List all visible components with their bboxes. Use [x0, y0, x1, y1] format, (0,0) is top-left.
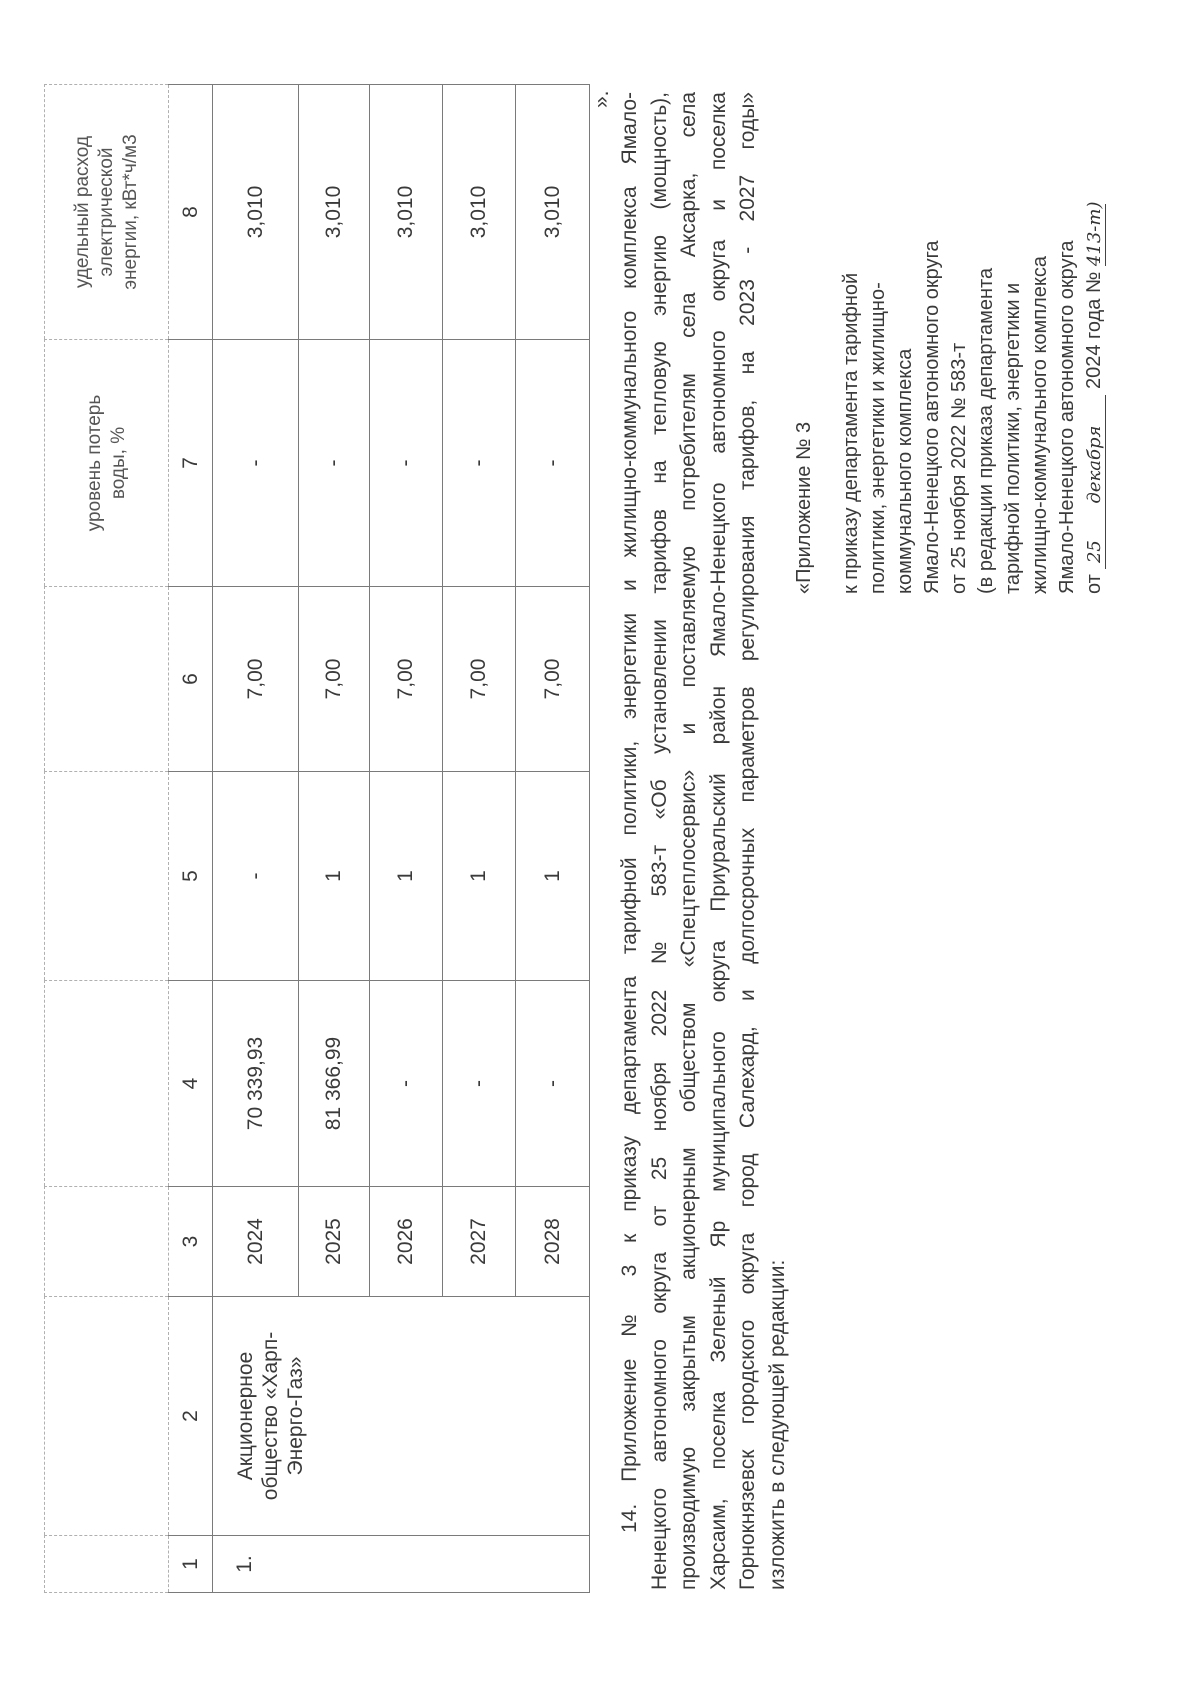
- value-cell: 7,00: [299, 587, 370, 772]
- annex-line: Ямало-Ненецкого автономного округа: [1056, 240, 1078, 594]
- annex-line: к приказу департамента тарифной: [840, 272, 862, 594]
- value-cell: -: [370, 340, 443, 587]
- annex-title: «Приложение № 3: [793, 421, 815, 594]
- table-row: [213, 85, 299, 1593]
- column-number: 6: [169, 587, 213, 772]
- year-cell: 2027: [443, 1187, 516, 1297]
- value-cell: 1: [370, 772, 443, 981]
- paragraph-line: 14. Приложение № 3 к приказу департамента тарифной политики, энергетики и жилищно-коммунального комплекса Ямало-: [618, 92, 641, 1533]
- header-cell: [45, 587, 169, 772]
- organization-cell: [213, 1297, 590, 1536]
- tariff-table: [44, 84, 590, 1593]
- value-cell: 70 339,93: [213, 981, 299, 1187]
- annex-line: от 25 ноября 2022 № 583-т: [948, 342, 970, 594]
- value-cell: 7,00: [443, 587, 516, 772]
- date-prefix: от: [1083, 574, 1105, 594]
- row-number-cell: [213, 1536, 590, 1593]
- annex-line: Ямало-Ненецкого автономного округа: [921, 240, 943, 594]
- paragraph-line: Горнокнязевск городского округа город Салехард, и долгосрочных параметров регулирования тарифов, на 2023 - 2027 годы»: [736, 92, 759, 1590]
- year-cell: 2026: [370, 1187, 443, 1297]
- header-cell: [45, 1187, 169, 1297]
- header-cell: [45, 1297, 169, 1536]
- header-cell: [45, 981, 169, 1187]
- value-cell: 1: [443, 772, 516, 981]
- column-number: 4: [169, 981, 213, 1187]
- column-number: 2: [169, 1297, 213, 1536]
- header-cell: [45, 772, 169, 981]
- paragraph-line: производимую закрытым акционерным обществом «Спецтеплосервис» и поставляемую потребителям села Аксарка, села: [677, 92, 700, 1590]
- annex-reference-block: [838, 201, 1108, 594]
- annex-date-line: [1081, 201, 1108, 594]
- column-number-row: [169, 85, 213, 1593]
- annex-line: политики, энергетики и жилищно-: [867, 282, 889, 594]
- organization-name: Акционерное общество «Харп-Энерго-Газ»: [234, 1331, 307, 1501]
- paragraph-line: Ненецкого автономного округа от 25 ноября 2022 № 583-т «Об установлении тарифов на тепловую энергию (мощность),: [647, 92, 671, 1590]
- table-header-row: [45, 85, 169, 1593]
- value-cell: 81 366,99: [299, 981, 370, 1187]
- value-cell: 3,010: [299, 85, 370, 340]
- year-cell: 2024: [213, 1187, 299, 1297]
- annex-line: жилищно-коммунального комплекса: [1029, 255, 1051, 594]
- paragraph-line: изложить в следующей редакции:: [765, 1259, 789, 1590]
- value-cell: 3,010: [516, 85, 590, 340]
- handwritten-day: 25: [1085, 535, 1106, 569]
- value-cell: 7,00: [213, 587, 299, 772]
- value-cell: -: [443, 981, 516, 1187]
- value-cell: -: [299, 340, 370, 587]
- year-cell: 2025: [299, 1187, 370, 1297]
- amendment-paragraph: [615, 92, 792, 1590]
- annex-line: тарифной политики, энергетики и: [1002, 282, 1024, 594]
- row-number: 1.: [233, 1555, 256, 1573]
- column-number: 5: [169, 772, 213, 981]
- column-number: 3: [169, 1187, 213, 1297]
- column-number: 7: [169, 340, 213, 587]
- column-number: 1: [169, 1536, 213, 1593]
- annex-line: (в редакции приказа департамента: [975, 267, 997, 594]
- header-water-loss: уровень потерь воды, %: [45, 340, 169, 587]
- value-cell: 3,010: [370, 85, 443, 340]
- value-cell: 1: [516, 772, 590, 981]
- annex-line: коммунального комплекса: [894, 348, 916, 594]
- value-cell: -: [443, 340, 516, 587]
- value-cell: 7,00: [516, 587, 590, 772]
- closing-quote: ».: [590, 90, 613, 108]
- value-cell: 3,010: [443, 85, 516, 340]
- value-cell: -: [370, 981, 443, 1187]
- value-cell: 1: [299, 772, 370, 981]
- column-number: 8: [169, 85, 213, 340]
- handwritten-month: декабря: [1085, 395, 1106, 535]
- value-cell: 3,010: [213, 85, 299, 340]
- paragraph-line: Харсаим, поселка Зеленый Яр муниципального округа Приуральский район Ямало-Ненецкого автономного округа и поселка: [706, 92, 730, 1590]
- header-cell: [45, 1536, 169, 1593]
- year-cell: 2028: [516, 1187, 590, 1297]
- header-electricity-rate: удельный расход электрической энергии, кВт*ч/м3: [45, 85, 169, 340]
- value-cell: -: [516, 340, 590, 587]
- date-year: 2024 года №: [1083, 271, 1105, 390]
- handwritten-order-number: 413-т): [1084, 201, 1105, 267]
- value-cell: -: [516, 981, 590, 1187]
- value-cell: -: [213, 772, 299, 981]
- value-cell: -: [213, 340, 299, 587]
- value-cell: 7,00: [370, 587, 443, 772]
